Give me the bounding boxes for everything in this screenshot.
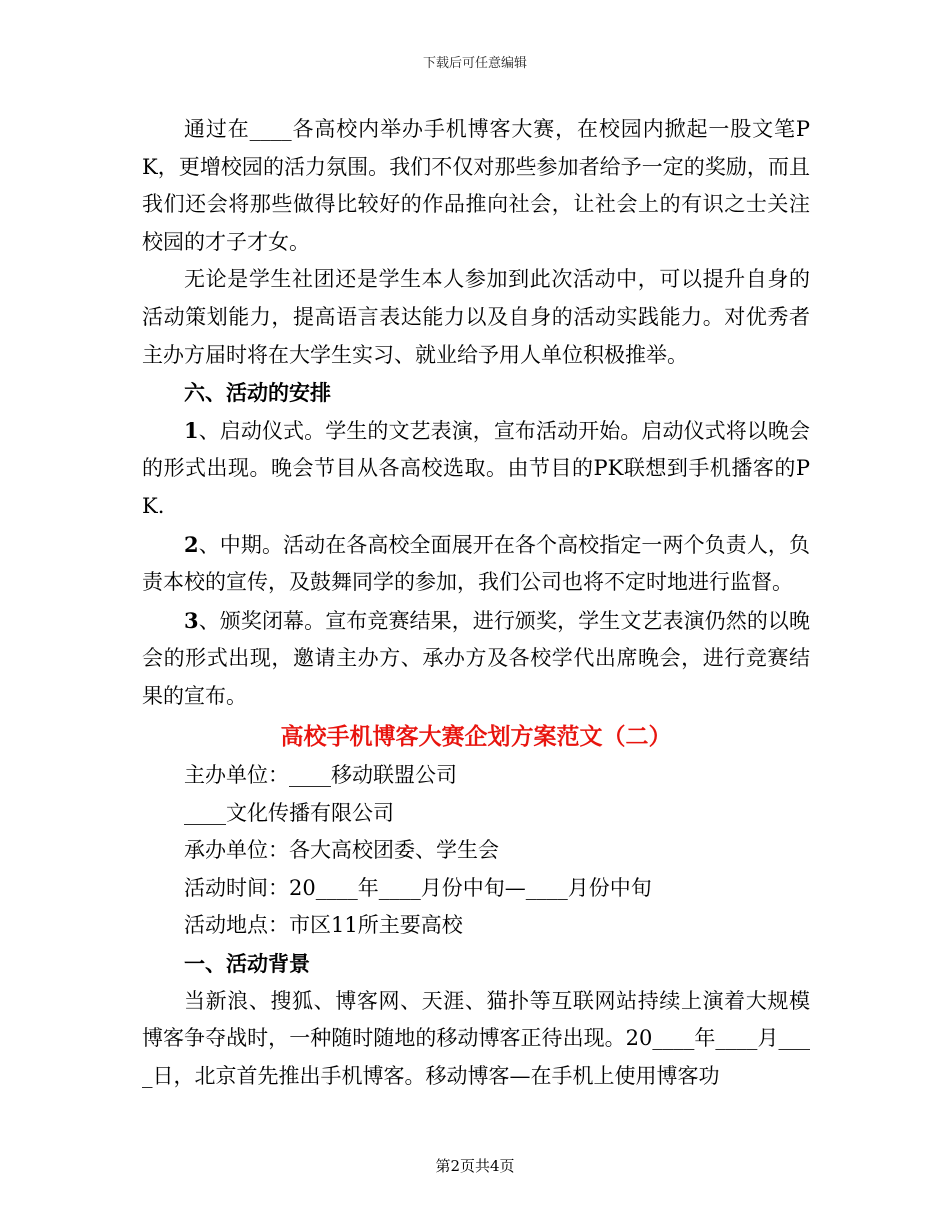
item-text: 、颁奖闭幕。宣布竞赛结果，进行颁奖，学生文艺表演仍然的以晚会的形式出现，邀请主办方、承办方及各校学代出席晚会，进行竞赛结果的宣布。 — [142, 608, 810, 708]
co-organizer-line: 承办单位：各大高校团委、学生会 — [184, 838, 499, 863]
organizer-line-2: ____文化传播有限公司 — [184, 800, 394, 825]
item-number: 2 — [184, 531, 199, 557]
document-body — [142, 111, 810, 1095]
schedule-item-1 — [142, 412, 810, 526]
paragraph-intro: 通过在____各高校内举办手机博客大赛，在校园内掀起一股文笔PK，更增校园的活力氛围。我们不仅对那些参加者给予一定的奖励，而且我们还会将那些做得比较好的作品推向社会，让社会上的有识之士关注校园的才子才女。 — [142, 117, 810, 254]
event-time-line: 活动时间：20____年____月份中旬—____月份中旬 — [184, 875, 652, 900]
item-text: 、启动仪式。学生的文艺表演，宣布活动开始。启动仪式将以晚会的形式出现。晚会节目从各高校选取。由节目的PK联想到手机播客的PK. — [142, 418, 810, 518]
paragraph-benefits: 无论是学生社团还是学生本人参加到此次活动中，可以提升自身的活动策划能力，提高语言表达能力以及自身的活动实践能力。对优秀者主办方届时将在大学生实习、就业给予用人单位积极推举。 — [142, 267, 810, 367]
page-number: 第2页共4页 — [435, 1157, 515, 1175]
item-text: 、中期。活动在各高校全面展开在各个高校指定一两个负责人，负责本校的宣传，及鼓舞同学的参加，我们公司也将不定时地进行监督。 — [142, 532, 810, 595]
item-number: 3 — [184, 607, 199, 633]
paragraph-background: 当新浪、搜狐、博客网、天涯、猫扑等互联网站持续上演着大规模博客争夺战时，一种随时随地的移动博客正待出现。20____年____月____日，北京首先推出手机博客。移动博客—在手机上使用博客功 — [142, 988, 810, 1088]
section-heading-schedule: 六、活动的安排 — [184, 380, 331, 406]
organizer-line: 主办单位：____移动联盟公司 — [184, 763, 457, 788]
section-heading-background: 一、活动背景 — [184, 951, 310, 977]
document-title: 高校手机博客大赛企划方案范文（二） — [280, 722, 672, 750]
item-number: 1 — [184, 417, 199, 443]
page-header: 下载后可任意编辑 — [422, 56, 527, 71]
schedule-item-3 — [142, 602, 810, 716]
schedule-item-2 — [142, 526, 810, 602]
event-location-line: 活动地点：市区11所主要高校 — [184, 913, 463, 938]
